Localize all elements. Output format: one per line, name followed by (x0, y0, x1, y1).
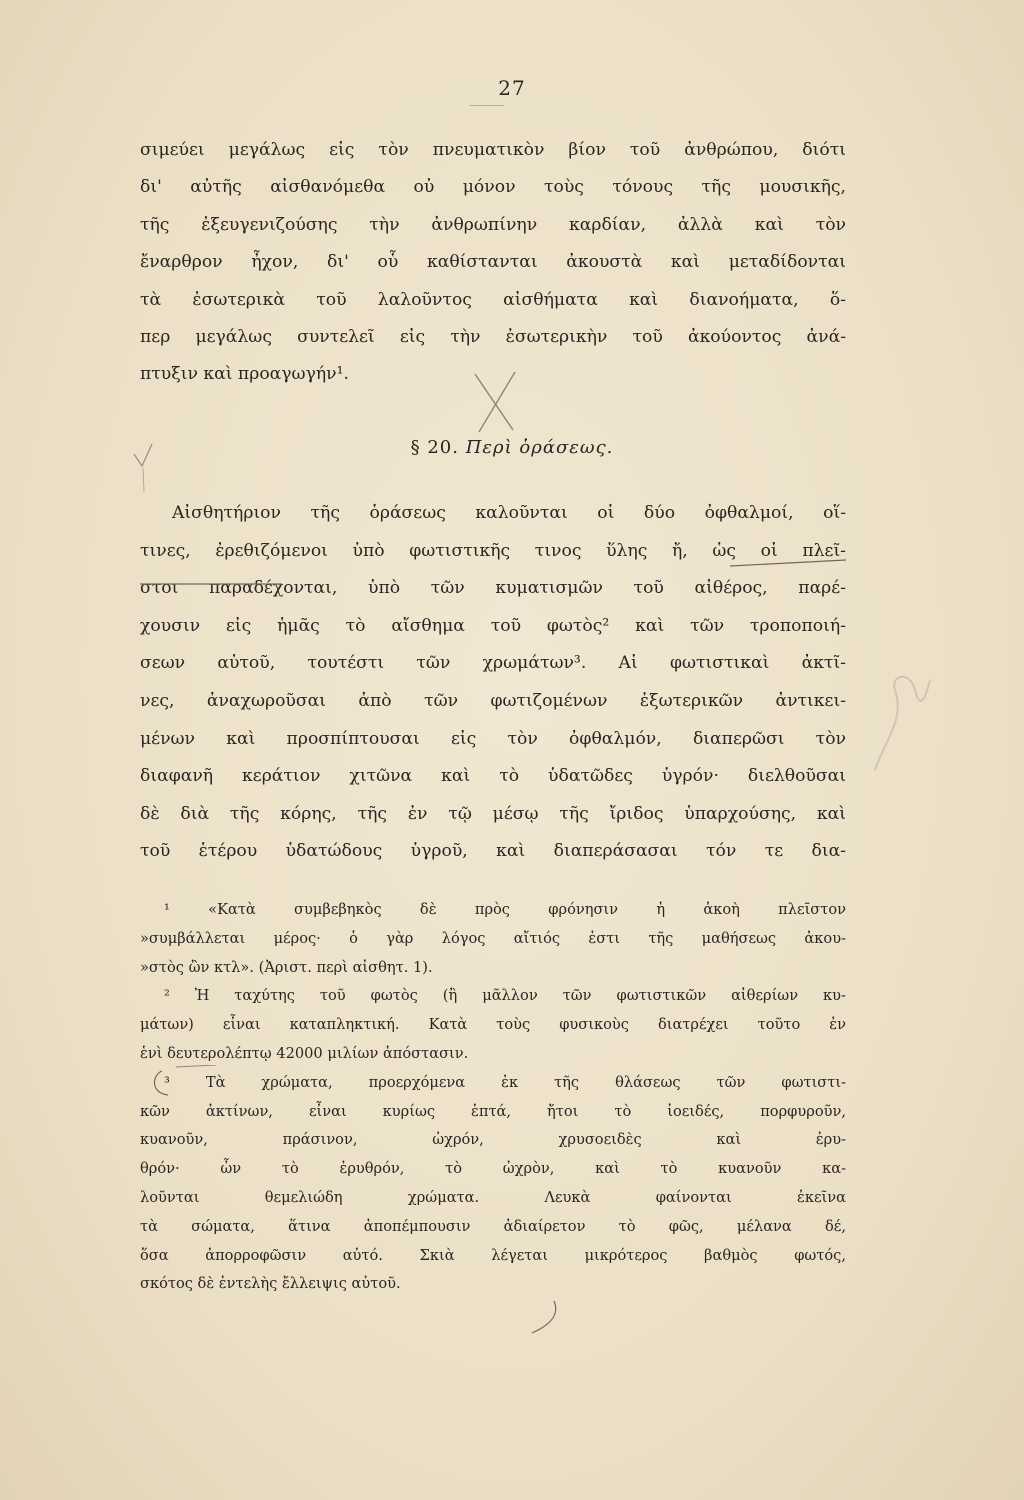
footnote-line: ἑνὶ δευτερολέπτῳ 42000 μιλίων ἀπόστασιν. (140, 1044, 469, 1062)
text-line: τὰ ἐσωτερικὰ τοῦ λαλοῦντος αἰσθήματα καὶ διανοήματα, ὅ- (140, 289, 846, 310)
page-number-rule (470, 105, 504, 106)
text-line: σεων αὐτοῦ, τουτέστι τῶν χρωμάτων³. Αἱ φωτιστικαὶ ἀκτῖ- (140, 653, 846, 674)
pencil-margin-scribble (855, 660, 945, 780)
footnote-line: »στὸς ὢν κτλ». (Ἀριστ. περὶ αἰσθητ. 1). (140, 958, 433, 976)
text-line: χουσιν εἰς ἡμᾶς τὸ αἴσθημα τοῦ φωτὸς² καὶ τῶν τροποποιή- (140, 615, 846, 636)
text-line: τινες, ἐρεθιζόμενοι ὑπὸ φωτιστικῆς τινος ὕλης ἤ, ὡς οἱ πλεῖ- (140, 540, 846, 561)
footnote-line: ὅσα ἀπορροφῶσιν αὐτό. Σκιὰ λέγεται μικρότερος βαθμὸς φωτός, (140, 1246, 846, 1264)
footnote-line: »συμβάλλεται μέρος· ὁ γὰρ λόγος αἴτιός ἐστι τῆς μαθήσεως ἀκου- (140, 929, 846, 947)
section-heading (0, 437, 1024, 458)
footnote-line: λοῦνται θεμελιώδη χρώματα. Λευκὰ φαίνονται ἐκεῖνα (140, 1188, 846, 1206)
footnote-line: θρόν· ὧν τὸ ἐρυθρόν, τὸ ὠχρὸν, καὶ τὸ κυανοῦν κα- (140, 1160, 846, 1178)
text-line: δι' αὐτῆς αἰσθανόμεθα οὐ μόνον τοὺς τόνους τῆς μουσικῆς, (140, 177, 846, 198)
footnote-line: μάτων) εἶναι καταπληκτική. Κατὰ τοὺς φυσικοὺς διατρέχει τοῦτο ἐν (140, 1016, 846, 1034)
text-line: διαφανῆ κεράτιον χιτῶνα καὶ τὸ ὑδατῶδες ὑγρόν· διελθοῦσαι (140, 766, 846, 787)
footnote-line: ¹ «Κατὰ συμβεβηκὸς δὲ πρὸς φρόνησιν ἡ ἀκοὴ πλεῖστον (164, 901, 846, 918)
page-number: 27 (498, 76, 526, 100)
paragraph-sight (140, 495, 846, 871)
text-line: νες, ἀναχωροῦσαι ἀπὸ τῶν φωτιζομένων ἐξωτερικῶν ἀντικει- (140, 690, 846, 711)
text-line: Αἰσθητήριον τῆς ὁράσεως καλοῦνται οἱ δύο ὀφθαλμοί, οἵ- (172, 503, 846, 523)
text-line: δὲ διὰ τῆς κόρης, τῆς ἐν τῷ μέσῳ τῆς ἴριδος ὑπαρχούσης, καὶ (140, 803, 846, 824)
text-line: στοι παραδέχονται, ὑπὸ τῶν κυματισμῶν τοῦ αἰθέρος, παρέ- (140, 578, 846, 599)
footnote-line: ² Ἡ ταχύτης τοῦ φωτὸς (ἢ μᾶλλον τῶν φωτιστικῶν αἰθερίων κυ- (164, 987, 846, 1005)
text-line: ἔναρθρον ἦχον, δι' οὗ καθίστανται ἀκουστὰ καὶ μεταδίδονται (140, 252, 846, 273)
section-title: Περὶ ὁράσεως. (465, 437, 614, 458)
text-line: τοῦ ἑτέρου ὑδατώδους ὑγροῦ, καὶ διαπεράσασαι τόν τε δια- (140, 841, 846, 862)
paragraph-hearing (140, 132, 846, 394)
section-number: § 20. (410, 437, 459, 458)
footnote-line: κῶν ἀκτίνων, εἶναι κυρίως ἑπτά, ἤτοι τὸ ἰοειδές, πορφυροῦν, (140, 1102, 846, 1120)
text-line: σιμεύει μεγάλως εἰς τὸν πνευματικὸν βίον τοῦ ἀνθρώπου, διότι (140, 140, 846, 160)
text-line: πτυξιν καὶ προαγωγήν¹. (140, 364, 349, 385)
footnotes (140, 896, 846, 1299)
footnote-line: σκότος δὲ ἐντελὴς ἔλλειψις αὐτοῦ. (140, 1275, 401, 1293)
text-line: τῆς ἐξευγενιζούσης τὴν ἀνθρωπίνην καρδίαν, ἀλλὰ καὶ τὸν (140, 214, 846, 235)
footnote-line: τὰ σώματα, ἅτινα ἀποπέμπουσιν ἀδιαίρετον τὸ φῶς, μέλανα δέ, (140, 1217, 846, 1235)
footnote-line: ³ Τὰ χρώματα, προερχόμενα ἐκ τῆς θλάσεως τῶν φωτιστι- (164, 1073, 846, 1091)
footnote-line: κυανοῦν, πράσινον, ὠχρόν, χρυσοειδὲς καὶ ἐρυ- (140, 1131, 846, 1149)
text-line: μένων καὶ προσπίπτουσαι εἰς τὸν ὀφθαλμόν, διαπερῶσι τὸν (140, 728, 846, 749)
text-line: περ μεγάλως συντελεῖ εἰς τὴν ἐσωτερικὴν τοῦ ἀκούοντος ἀνά- (140, 326, 846, 347)
